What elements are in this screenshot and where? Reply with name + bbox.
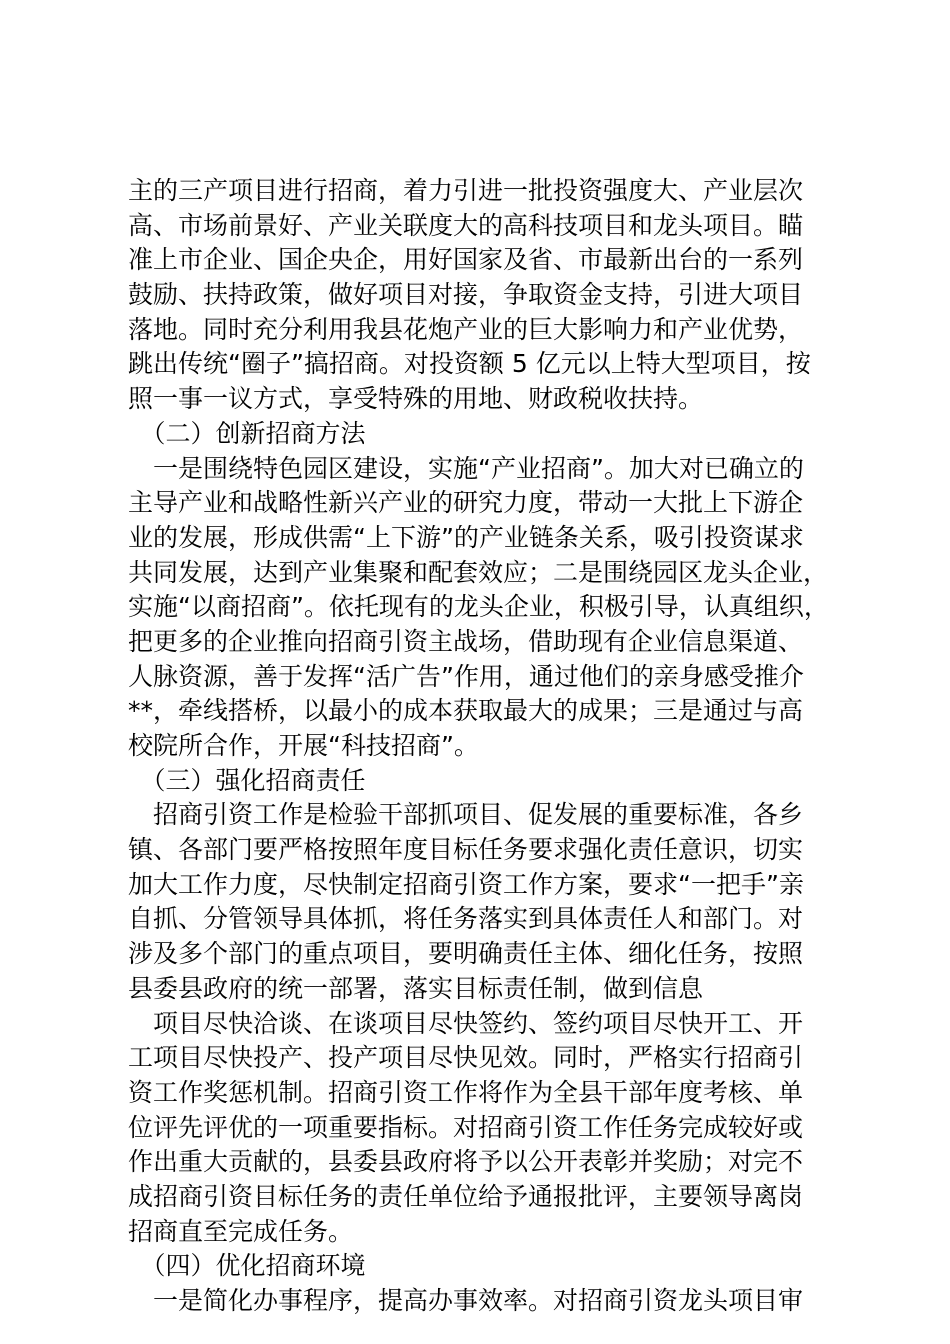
text-line: 项目尽快洽谈、在谈项目尽快签约、签约项目尽快开工、开 [128,1008,804,1038]
text-line: 镇、各部门要严格按照年度目标任务要求强化责任意识，切实 [128,835,804,865]
text-line: 成招商引资目标任务的责任单位给予通报批评，主要领导离岗 [128,1181,804,1211]
text-line: 工项目尽快投产、投产项目尽快见效。同时，严格实行招商引 [128,1043,804,1073]
text-line: 鼓励、扶持政策，做好项目对接，争取资金支持，引进大项目 [128,280,804,310]
text-line: 作出重大贡献的，县委县政府将予以公开表彰并奖励；对完不 [128,1147,804,1177]
text-line: 人脉资源，善于发挥“活广告”作用，通过他们的亲身感受推介 [128,661,804,691]
text-line: 涉及多个部门的重点项目，要明确责任主体、细化任务，按照 [128,939,804,969]
text-line: 招商直至完成任务。 [128,1216,354,1246]
text-line: 县委县政府的统一部署，落实目标责任制，做到信息 [128,973,704,1003]
section-heading: （二）创新招商方法 [128,418,366,448]
text-line: 招商引资工作是检验干部抓项目、促发展的重要标准，各乡 [128,800,804,830]
text-line: 主导产业和战略性新兴产业的研究力度，带动一大批上下游企 [128,488,804,518]
text-line: 跳出传统“圈子”搞招商。对投资额 5 亿元以上特大型项目，按 [128,349,811,379]
text-line: 加大工作力度，尽快制定招商引资工作方案，要求“一把手”亲 [128,869,804,899]
document-body [128,174,848,1319]
text-line: 校院所合作，开展“科技招商”。 [128,731,479,760]
text-line: 位评先评优的一项重要指标。对招商引资工作任务完成较好或 [128,1112,804,1142]
text-line: 把更多的企业推向招商引资主战场，借助现有企业信息渠道、 [128,626,804,656]
text-line: 业的发展，形成供需“上下游”的产业链条关系，吸引投资谋求 [128,522,804,552]
text-line: **，牵线搭桥，以最小的成本获取最大的成果；三是通过与高 [128,696,804,726]
text-line: 一是围绕特色园区建设，实施“产业招商”。加大对已确立的 [128,453,804,483]
text-line: 共同发展，达到产业集聚和配套效应；二是围绕园区龙头企业， [128,557,829,587]
text-line: 主的三产项目进行招商，着力引进一批投资强度大、产业层次 [128,176,804,205]
section-heading: （四）优化招商环境 [128,1251,366,1281]
section-heading: （三）强化招商责任 [128,765,366,795]
text-line: 落地。同时充分利用我县花炮产业的巨大影响力和产业优势， [128,314,804,344]
text-line: 自抓、分管领导具体抓，将任务落实到具体责任人和部门。对 [128,904,804,934]
text-line: 实施“以商招商”。依托现有的龙头企业，积极引导，认真组织， [128,592,829,622]
text-line: 准上市企业、国企央企，用好国家及省、市最新出台的一系列 [128,245,804,275]
text-line: 高、市场前景好、产业关联度大的高科技项目和龙头项目。瞄 [128,210,804,240]
text-line: 照一事一议方式，享受特殊的用地、财政税收扶持。 [128,384,704,414]
text-line: 资工作奖惩机制。招商引资工作将作为全县干部年度考核、单 [128,1077,804,1107]
text-line: 一是简化办事程序，提高办事效率。对招商引资龙头项目审 [128,1286,804,1315]
